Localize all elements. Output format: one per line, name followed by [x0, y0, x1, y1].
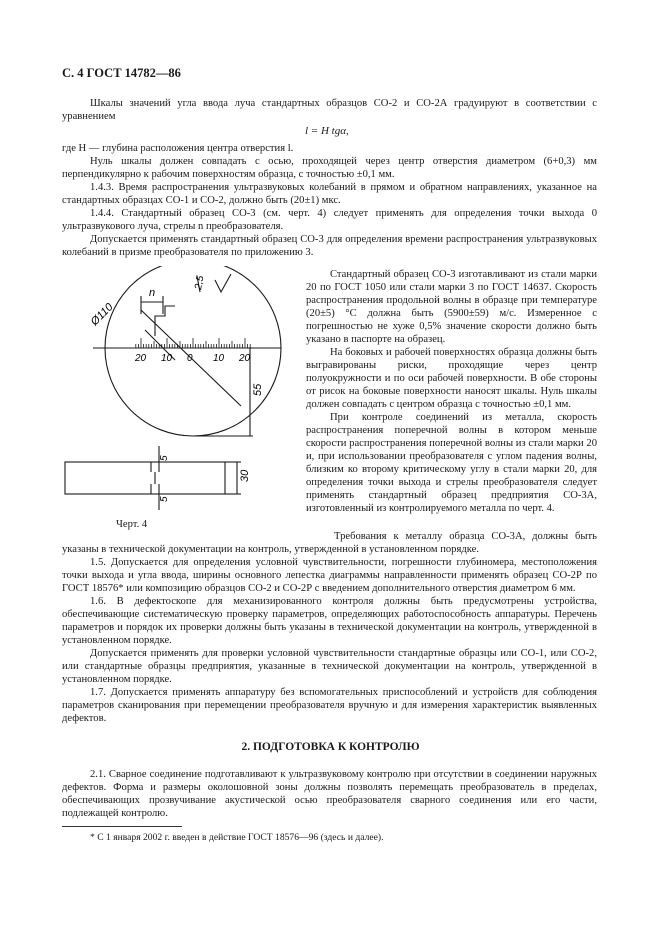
roughness-label: 2,5 [193, 274, 207, 291]
dim-5b-label: 5 [159, 496, 170, 502]
paragraph-1-7: 1.7. Допускается применять аппаратуру без вспомогательных приспособлений и устройств для соблюдения параметров сканирования при перемещении преобразователя вручную и для измерения характеристик выявленных дефектов. [62, 687, 597, 724]
figure-caption: Черт. 4 [116, 519, 148, 530]
paragraph-2-1: 2.1. Сварное соединение подготавливают к ультразвуковому контролю при отсутствии в соединении наружных дефектов. Форма и размеры околошовной зоны должны позволять перемещать преобразователь в пределах, обеспечивающих прозвучивание акустической осью преобразователя сварного соединения или его части, подлежащей контролю. [62, 769, 597, 819]
scale-ticks [136, 338, 250, 348]
body-block-2 [62, 530, 597, 725]
allow-paragraph-2: Допускается применять для проверки условной чувствительности стандартные образцы или СО-1, или СО-2, или стандартные образцы предприятия, указанные в технической документации на контроль, утвержденной в установленном порядке. [62, 648, 597, 685]
right-column [306, 268, 597, 515]
scale-label: 10 [213, 353, 225, 364]
page-header: С. 4 ГОСТ 14782—86 [62, 66, 181, 80]
specimen-circle [105, 266, 281, 436]
allow-paragraph-1: Допускается применять стандартный образец СО-3 для определения времени распространения ультразвуковых колебаний в призме преобразователя по приложению 3. [62, 234, 597, 258]
scale-label: 20 [239, 353, 251, 364]
roughness-mark [215, 274, 231, 292]
n-label: n [149, 287, 156, 299]
paragraph-1-4-4: 1.4.4. Стандартный образец СО-3 (см. черт. 4) следует применять для определения точки выхода 0 ультразвукового луча, стрелы n преобразователя. [62, 208, 597, 232]
paragraph-1-5: 1.5. Допускается для определения условной чувствительности, погрешности глубиномера, местоположения точки выхода и угла ввода, ширины основного лепестка диаграммы направленности применять образец СО-2Р по ГОСТ 18576* или композицию образцов СО-2 и СО-2Р с введением дополнительного отверстия диаметром 6 мм. [62, 557, 597, 594]
right-paragraph-1: Стандартный образец СО-3 изготавливают из стали марки 20 по ГОСТ 1050 или стали марки 3 по ГОСТ 14637. Скорость распространения продольной волны в образце при температуре (20±5) °С должна быть (5900±59) м/с. Измеренное с погрешностью не хуже 0,5% значение скорости должно быть указано в паспорте на образец. [306, 269, 597, 345]
intro-paragraph: Шкалы значений угла ввода луча стандартных образцов СО-2 и СО-2А градуируют в соответствии с уравнением [62, 98, 597, 122]
scale-label: 0 [187, 353, 193, 364]
where-paragraph: где H — глубина расположения центра отверстия l. [62, 143, 294, 154]
paragraph-1-6: 1.6. В дефектоскопе для механизированного контроля должны быть предусмотрены устройства, обеспечивающие систематическую проверку параметров, определяющих работоспособность аппаратуры. Перечень параметров и порядок их проверки должны быть указаны в технической документации на контроль, утвержденной в установленном порядке. [62, 596, 597, 646]
figure-4-drawing [55, 266, 305, 526]
right-paragraph-2: На боковых и рабочей поверхностях образца должны быть выгравированы риски, проходящие через центр полуокружности и по оси рабочей поверхности. В обе стороны от рисок на боковые поверхности наносят шкалы. Нуль шкалы должен совпадать с центром образца с точностью ±0,1 мм. [306, 347, 597, 410]
dim-30-label: 30 [239, 469, 251, 482]
body-block-1 [62, 142, 597, 259]
body-block-3 [62, 768, 597, 820]
side-view-rect [65, 462, 225, 494]
scale-labels [134, 353, 251, 364]
formula: l = H tgα, [305, 125, 349, 137]
dim-5a-label: 5 [159, 455, 170, 461]
scale-label: 20 [135, 353, 147, 364]
zero-paragraph: Нуль шкалы должен совпадать с осью, проходящей через центр отверстия диаметром (6+0,3) мм перпендикулярно к рабочим поверхностям образца, с точностью ±0,1 мм. [62, 156, 597, 180]
dim-55-label: 55 [252, 383, 264, 396]
intro-block [62, 97, 597, 123]
scale-label: 10 [161, 353, 173, 364]
footnote-rule [62, 826, 182, 827]
paragraph-3a: Требования к металлу образца СО-3А, должны быть указаны в технической документации на контроль, утвержденной в установленном порядке. [62, 531, 597, 555]
diameter-label: Ø110 [88, 301, 116, 329]
notch-outline [155, 306, 175, 336]
paragraph-1-4-3: 1.4.3. Время распространения ультразвуковых колебаний в прямом и обратном направлениях, указанное на стандартных образцах СО-1 и СО-2, должно быть (20±1) мкс. [62, 182, 597, 206]
footnote: * С 1 января 2002 г. введен в действие ГОСТ 18576—96 (здесь и далее). [90, 832, 384, 843]
right-paragraph-3: При контроле соединений из металла, скорость распространения поперечной волны в котором меньше скорости распространения поперечной волны из стали марки 20 и, при использовании преобразователя с углом падения волны, близким ко второму критическому углу в стали марки 20, для определения точки выхода и стрелы преобразователя следует применять стандартный образец предприятия СО-3А, изготовленный из контролируемого металла по черт. 4. [306, 412, 597, 514]
section-2-title: 2. ПОДГОТОВКА К КОНТРОЛЮ [241, 741, 420, 753]
